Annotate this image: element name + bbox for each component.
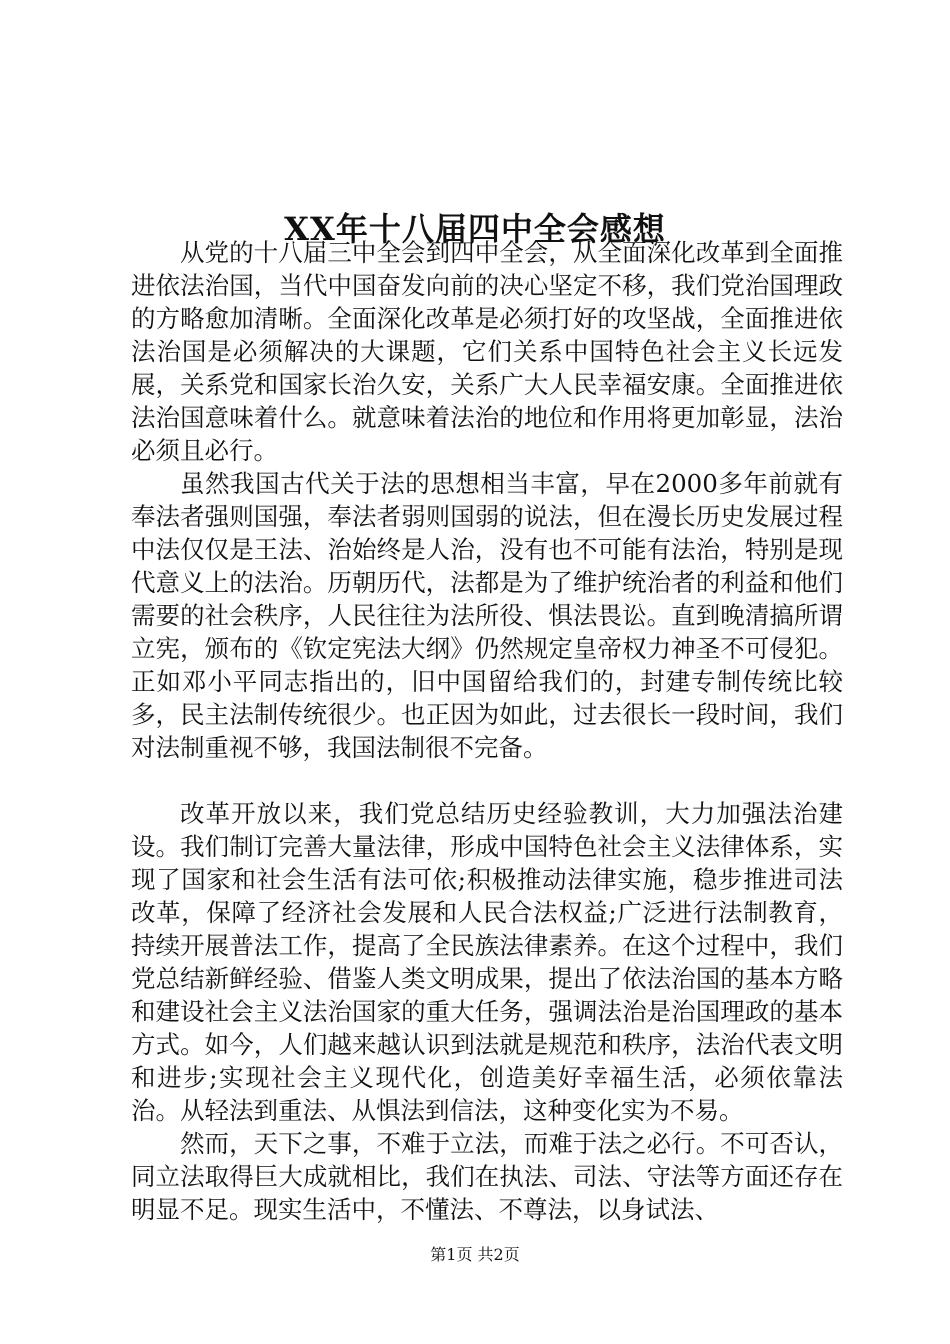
page-footer: 第1页 共2页 (430, 1245, 520, 1264)
paragraph-gap (131, 764, 843, 797)
paragraph-4: 然而，天下之事，不难于立法，而难于法之必行。不可否认，同立法取得巨大成就相比，我们在执法、司法、守法等方面还存在明显不足。现实生活中，不懂法、不尊法，以身试法、 (131, 1129, 843, 1224)
paragraph-1: 从党的十八届三中全会到四中全会，从全面深化改革到全面推进依法治国，当代中国奋发向前的决心坚定不移，我们党治国理政的方略愈加清晰。全面深化改革是必须打好的攻坚战，全面推进依法治国是必须解决的大课题，它们关系中国特色社会主义长远发展，关系党和国家长治久安，关系广大人民幸福安康。全面推进依法治国意味着什么。就意味着法治的地位和作用将更加彰显，法治必须且必行。 (131, 238, 843, 465)
paragraph-2: 虽然我国古代关于法的思想相当丰富，早在2000多年前就有奉法者强则国强，奉法者弱则国弱的说法，但在漫长历史发展过程中法仅仅是王法、治始终是人治，没有也不可能有法治，特别是现代意义上的法治。历朝历代，法都是为了维护统治者的利益和他们需要的社会秩序，人民往往为法所役、惧法畏讼。直到晚清搞所谓立宪，颁布的《钦定宪法大纲》仍然规定皇帝权力神圣不可侵犯。正如邓小平同志指出的，旧中国留给我们的，封建专制传统比较多，民主法制传统很少。也正因为如此，过去很长一段时间，我们对法制重视不够，我国法制很不完备。 (131, 469, 843, 762)
document-body (131, 236, 843, 1226)
paragraph-3: 改革开放以来，我们党总结历史经验教训，大力加强法治建设。我们制订完善大量法律，形成中国特色社会主义法律体系，实现了国家和社会生活有法可依;积极推动法律实施，稳步推进司法改革，保障了经济社会发展和人民合法权益;广泛进行法制教育，持续开展普法工作，提高了全民族法律素养。在这个过程中，我们党总结新鲜经验、借鉴人类文明成果，提出了依法治国的基本方略和建设社会主义法治国家的重大任务，强调法治是治国理政的基本方式。如今，人们越来越认识到法就是规范和秩序，法治代表文明和进步;实现社会主义现代化，创造美好幸福生活，必须依靠法治。从轻法到重法、从惧法到信法，这种变化实为不易。 (131, 799, 843, 1125)
document-title: XX年十八届四中全会感想 (284, 210, 666, 249)
